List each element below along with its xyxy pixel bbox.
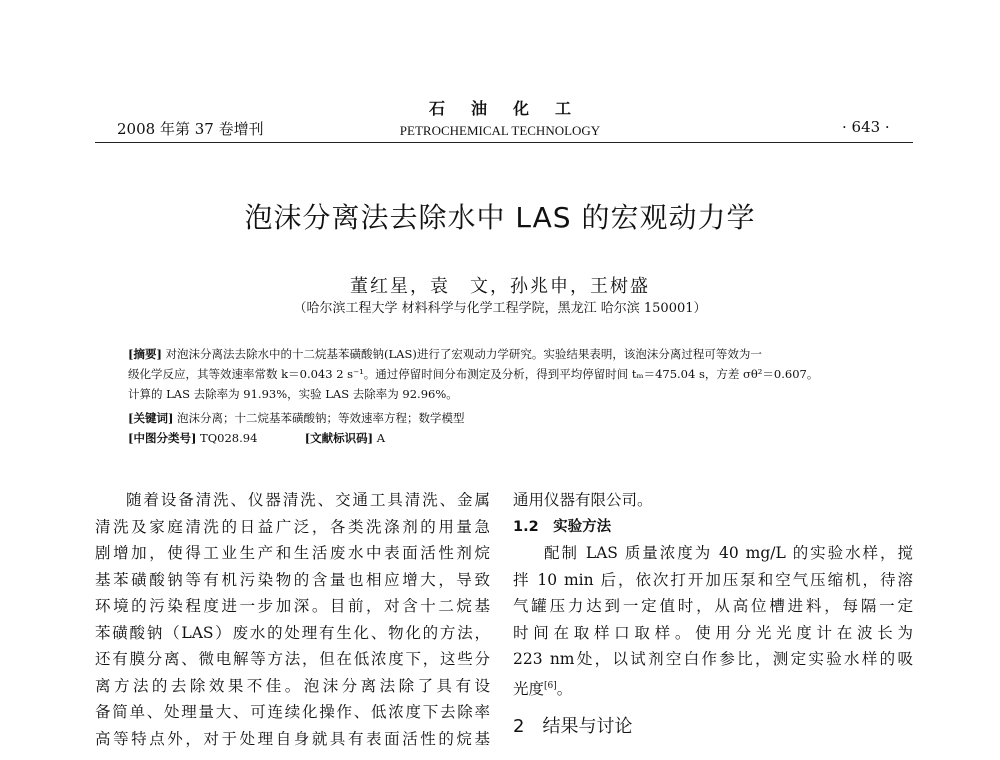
abstract-label: [摘要] [128,347,162,361]
abstract-line-3: 计算的 LAS 去除率为 91.93%，实验 LAS 去除率为 92.96%。 [128,387,458,401]
clc-value: TQ028.94 [200,431,258,445]
clc-label: [中图分类号] [128,431,197,445]
body-line: 拌 10 min 后，依次打开加压泵和空气压缩机，待溶 [513,570,913,589]
body-line: 气罐压力达到一定值时，从高位槽进料，每隔一定 [513,597,913,615]
journal-name-en: PETROCHEMICAL TECHNOLOGY [399,123,601,138]
body-line: 时间在取样口取样。使用分光光度计在波长为 [513,623,913,642]
authors: 董红星，袁 文，孙兆申，王树盛 [350,276,650,297]
body-line: 苯磺酸钠（LAS）废水的处理有生化、物化的方法， [95,623,490,642]
body-line: 剧增加，使得工业生产和生活废水中表面活性剂烷 [95,544,490,562]
right-column [513,487,913,702]
body-text: 光度 [513,679,545,698]
issue-label: 2008 年第 37 卷增刊 [117,120,264,138]
body-line: 配制 LAS 质量浓度为 40 mg/L 的实验水样，搅 [544,544,913,562]
body-line: 223 nm处，以试剂空白作参比，测定实验水样的吸 [513,650,913,668]
abstract-line-2: 级化学反应，其等效速率常数 k＝0.043 2 s⁻¹。通过停留时间分布测定及分析，得到平均停留时间 tₘ＝475.04 s，方差 σθ²＝0.607。 [128,367,819,381]
body-line: 环境的污染程度进一步加深。目前，对含十二烷基 [95,597,490,615]
body-line: 备简单、处理量大、可连续化操作、低浓度下去除率 [95,703,490,721]
affiliation: （哈尔滨工程大学 材料科学与化学工程学院，黑龙江 哈尔滨 150001） [293,301,707,316]
paper-title: 泡沫分离法去除水中 LAS 的宏观动力学 [244,201,756,234]
citation-ref: [6] [544,680,557,691]
section-heading: 2 结果与讨论 [513,716,633,737]
body-line: 通用仪器有限公司。 [513,491,653,509]
keywords-line [128,409,883,428]
body-line: 高等特点外，对于处理自身就具有表面活性的烷基 [95,729,490,748]
body-line: 还有膜分离、微电解等方法，但在低浓度下，这些分 [95,650,490,668]
keywords-text: 泡沫分离；十二烷基苯磺酸钠；等效速率方程；数学模型 [177,411,465,425]
left-column [95,487,490,752]
abstract-line-1 [128,345,883,364]
body-line: 清洗及家庭清洗的日益广泛，各类洗涤剂的用量急 [95,517,490,536]
body-line-last [513,673,913,703]
abstract-text-1: 对泡沫分离法去除水中的十二烷基苯磺酸钠(LAS)进行了宏观动力学研究。实验结果表明，该泡沫分离过程可等效为一 [165,347,762,361]
keywords-label: [关键词] [128,411,174,425]
doc-code-value: A [376,431,386,445]
page-number: · 643 · [842,118,890,136]
body-line: 随着设备清洗、仪器清洗、交通工具清洗、金属 [126,491,490,509]
body-line: 基苯磺酸钠等有机污染物的含量也相应增大，导致 [95,570,490,589]
body-line: 离方法的去除效果不佳。泡沫分离法除了具有设 [95,676,490,695]
journal-name-cn: 石油化工 [428,99,597,118]
body-text-end: 。 [556,679,573,698]
doc-code-label: [文献标识码] [304,431,374,445]
classification-line [128,429,883,448]
subsection-heading: 1.2 实验方法 [513,518,612,535]
header-rule [95,142,913,143]
